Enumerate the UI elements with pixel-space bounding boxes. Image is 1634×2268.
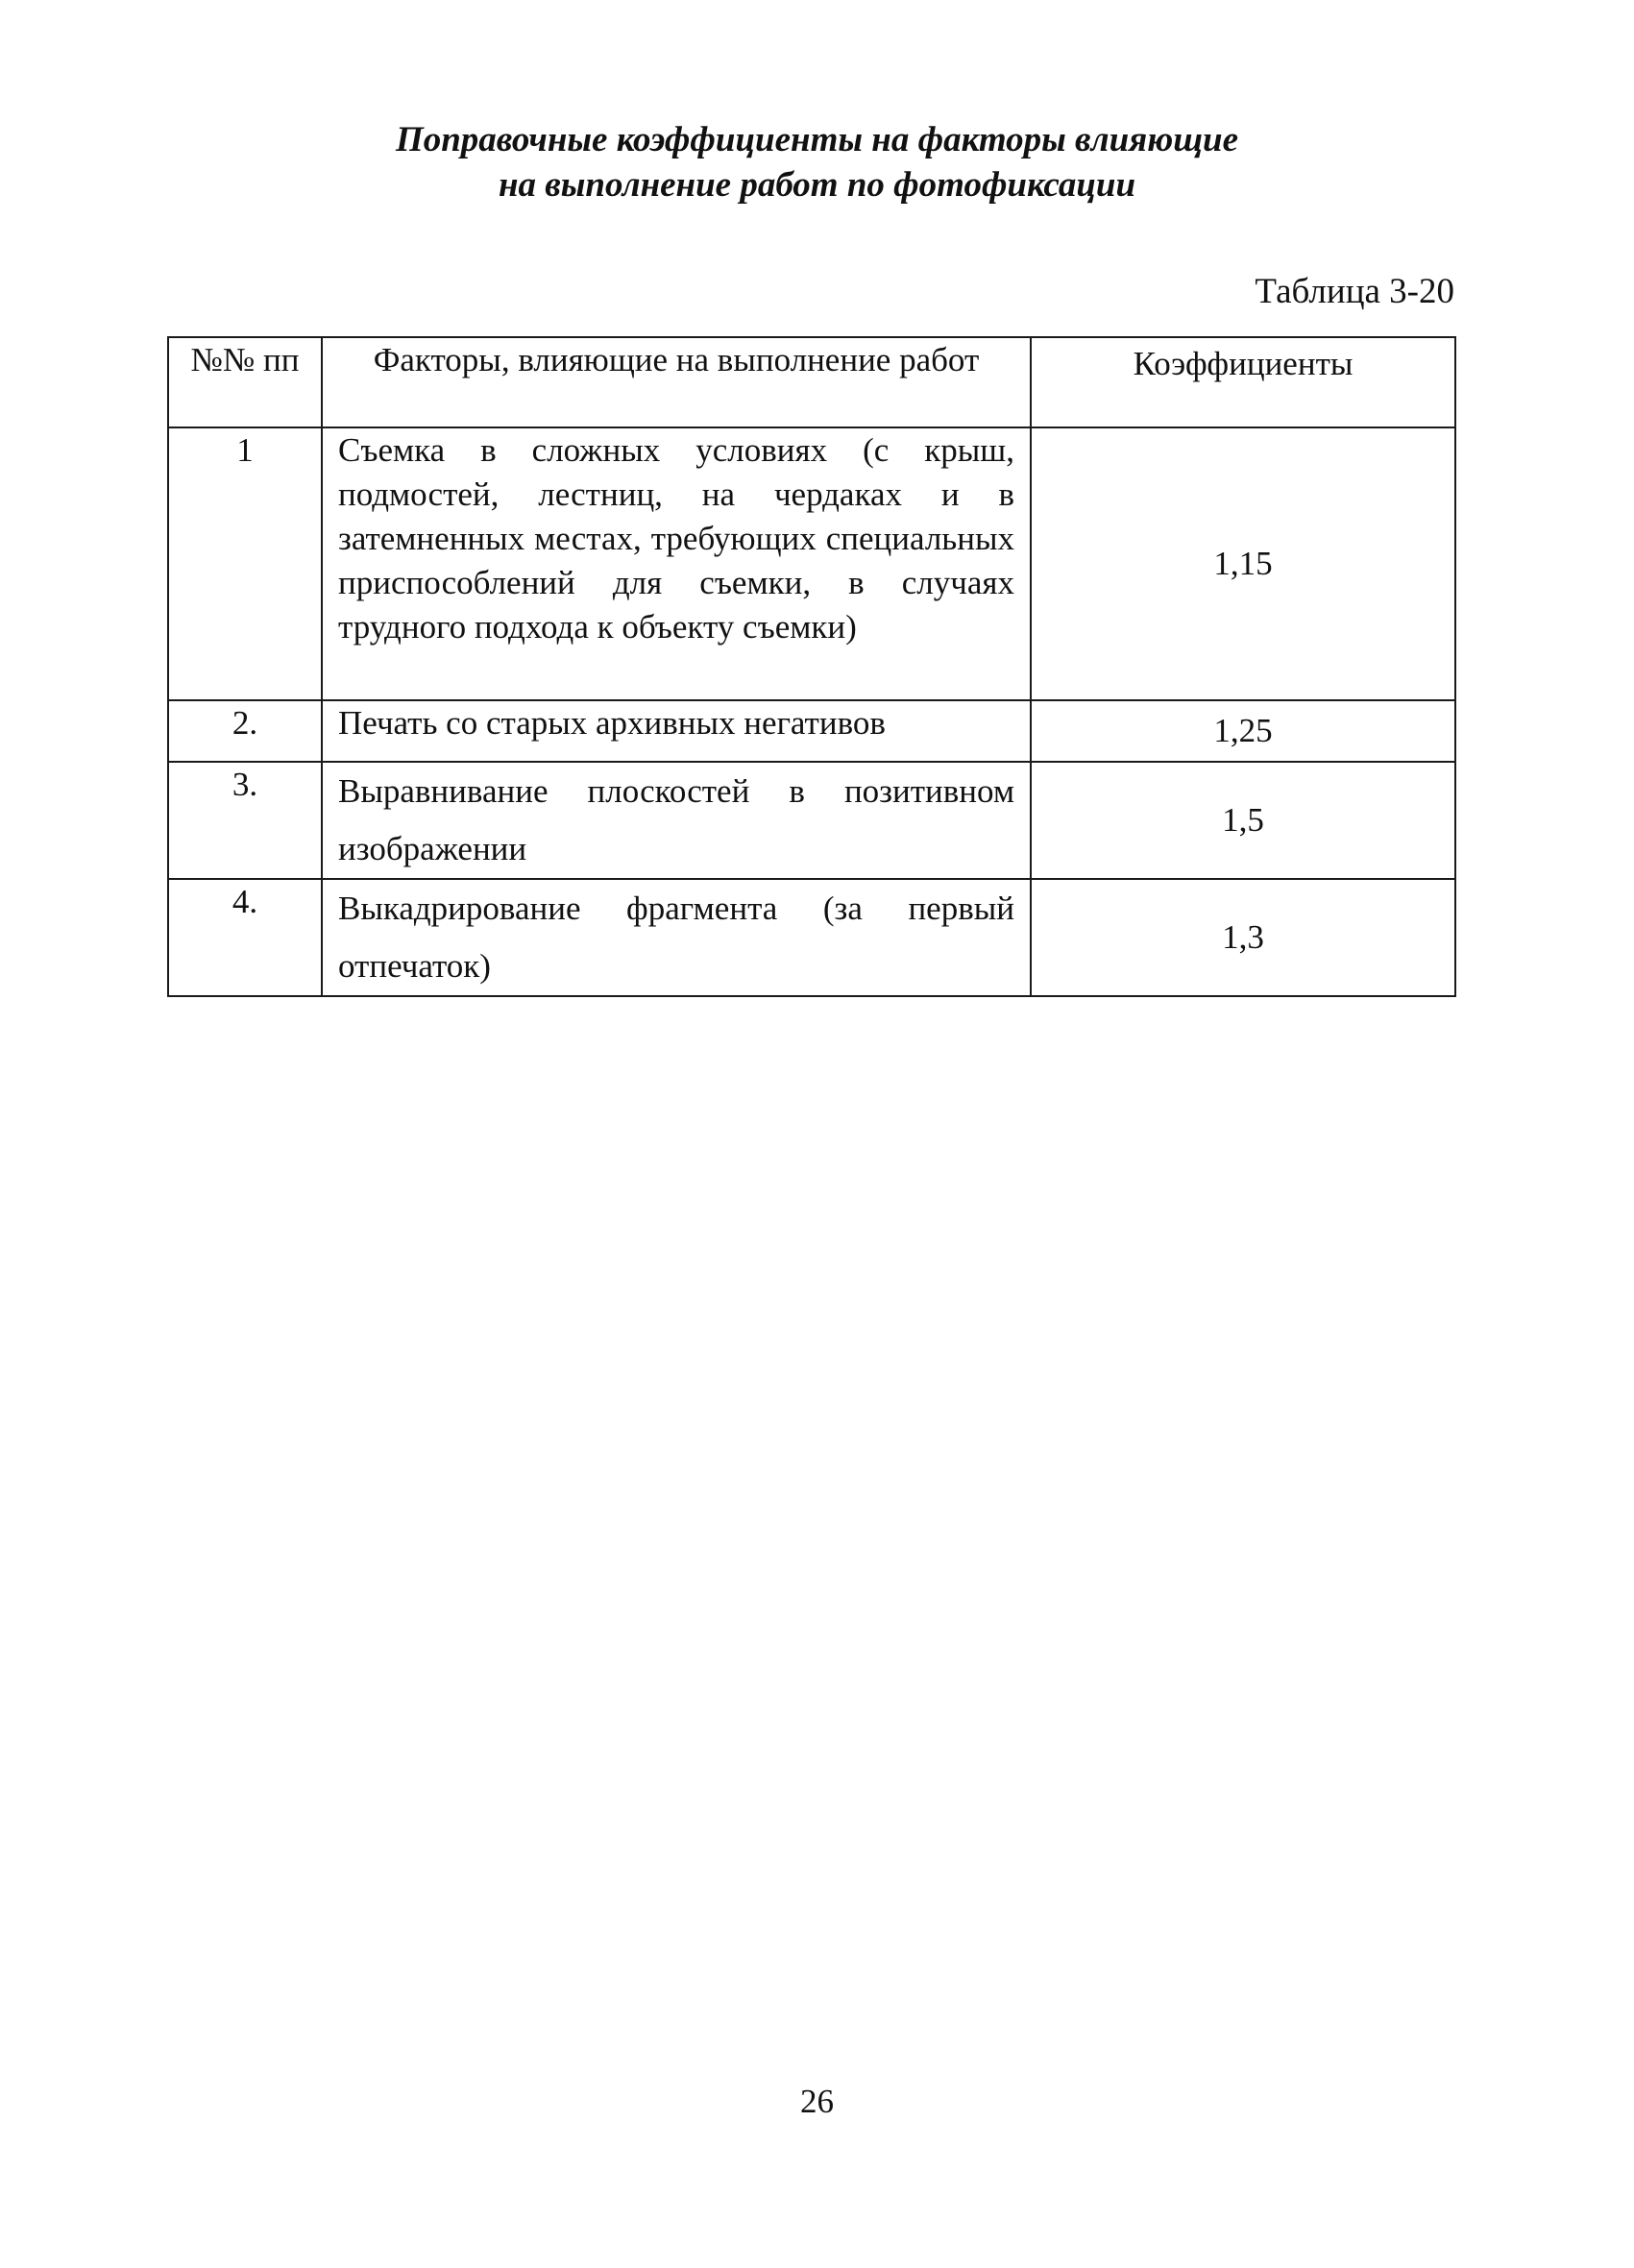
row-num: 2. [168, 700, 322, 762]
row-num: 3. [168, 762, 322, 879]
header-coefficient: Коэффициенты [1031, 337, 1455, 427]
document-title [0, 117, 1634, 207]
table-row [168, 427, 1455, 700]
table-row [168, 700, 1455, 762]
row-coefficient: 1,5 [1031, 762, 1455, 879]
table-row [168, 879, 1455, 996]
row-factor: Выравнивание плоскостей в позитивном изображении [322, 762, 1031, 879]
row-factor: Выкадрирование фрагмента (за первый отпечаток) [322, 879, 1031, 996]
row-coefficient: 1,3 [1031, 879, 1455, 996]
row-coefficient: 1,15 [1031, 427, 1455, 700]
coefficients-table [167, 336, 1456, 997]
row-num: 1 [168, 427, 322, 700]
header-factor: Факторы, влияющие на выполнение работ [322, 337, 1031, 427]
page-number: 26 [800, 2083, 834, 2120]
title-line-2: на выполнение работ по фотофиксации [498, 165, 1136, 205]
row-factor: Съемка в сложных условиях (с крыш, подмостей, лестниц, на чердаках и в затемненных местах, требующих специальных приспособлений для съемки, в случаях трудного подхода к объекту съемки) [322, 427, 1031, 700]
table-caption: Таблица 3-20 [1255, 272, 1454, 311]
header-num: №№ пп [168, 337, 322, 427]
table-header-row [168, 337, 1455, 427]
title-line-1: Поправочные коэффициенты на факторы влияющие [395, 120, 1239, 159]
row-num: 4. [168, 879, 322, 996]
row-coefficient: 1,25 [1031, 700, 1455, 762]
row-factor: Печать со старых архивных негативов [322, 700, 1031, 762]
table-row [168, 762, 1455, 879]
